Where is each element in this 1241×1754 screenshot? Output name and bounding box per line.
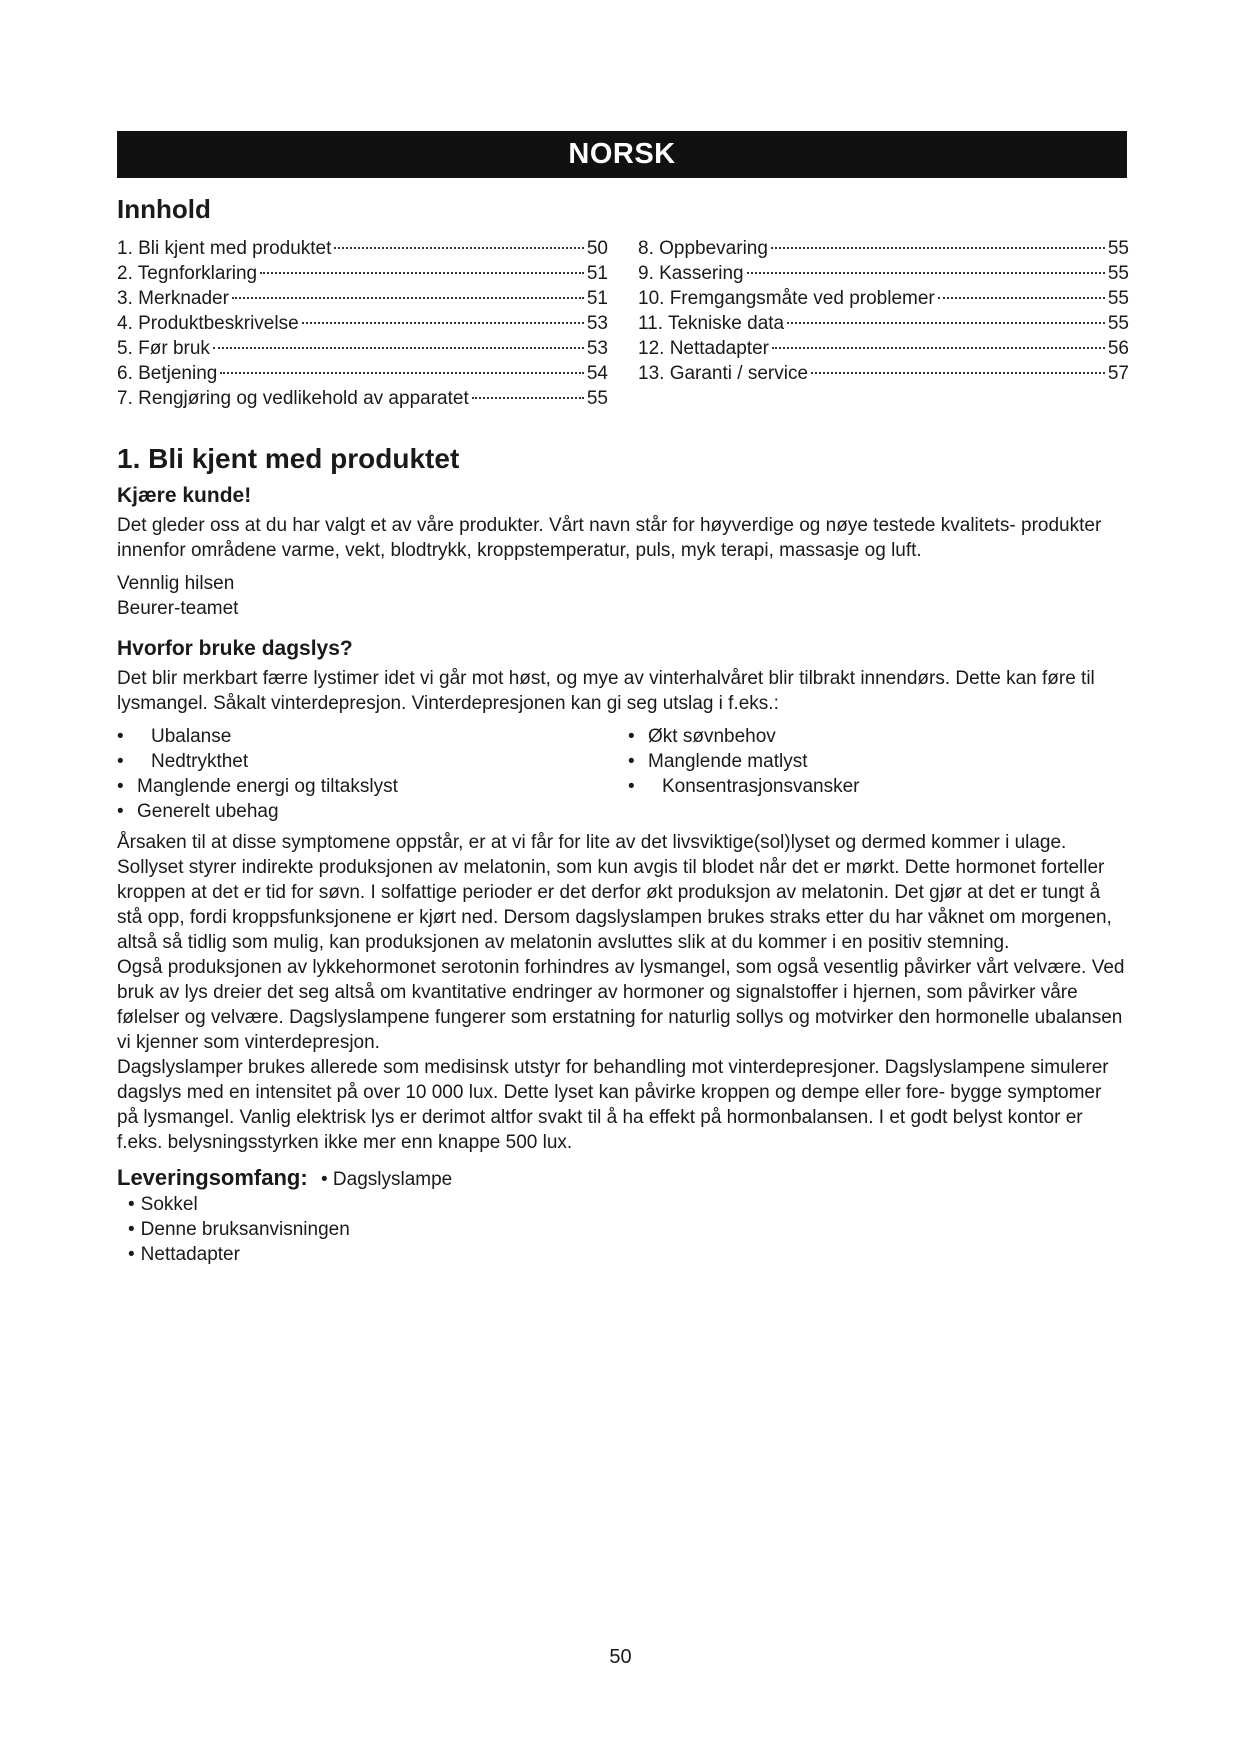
delivery-scope [117, 1165, 1127, 1267]
delivery-first-item: • Dagslyslampe [320, 1169, 453, 1190]
toc-entry: 12. Nettadapter 56 [638, 338, 1129, 359]
toc-entry: 13. Garanti / service 57 [638, 363, 1129, 384]
toc-entry: 9. Kassering 55 [638, 263, 1129, 284]
toc-entry: 1. Bli kjent med produktet 50 [117, 238, 608, 259]
daylight-paragraph: Også produksjonen av lykkehormonet serotonin forhindres av lysmangel, som også vesentlig påvirker vårt velvære. Ved bruk av lys dreier det seg altså om kvantitative endringer av hormoner og signalstoffer i hjernen, som påvirker våre følelser og velvære. Dagslyslampene fungerer som erstatning for naturlig sollys og motvirker den hormonelle ubalansen vi kjenner som vinterdepresjon. [117, 957, 1125, 1053]
delivery-item: • Denne bruksanvisningen [128, 1217, 1127, 1242]
sign-off: Vennlig hilsen [117, 573, 235, 594]
language-label: NORSK [568, 138, 676, 170]
delivery-list [117, 1192, 1127, 1267]
symptom-item: • Manglende matlyst [628, 751, 808, 772]
symptom-item: • Nedtrykthet [117, 751, 249, 772]
toc-entry: 5. Før bruk 53 [117, 338, 608, 359]
toc-entry: 7. Rengjøring og vedlikehold av apparatet 55 [117, 388, 608, 409]
symptom-list [117, 724, 1127, 824]
language-header-bar [117, 131, 1127, 178]
toc-left-column [117, 236, 608, 411]
toc-entry: 11. Tekniske data 55 [638, 313, 1129, 334]
toc-entry: 6. Betjening 54 [117, 363, 608, 384]
toc-entry: 4. Produktbeskrivelse 53 [117, 313, 608, 334]
daylight-paragraph: Dagslyslamper brukes allerede som medisinsk utstyr for behandling mot vinterdepresjoner. Dagslyslampene simulerer dagslys med en intensitet på over 10 000 lux. Dette lyset kan påvirke kroppen og dempe eller fore- bygge symptomer på lysmangel. Vanlig elektrisk lys er derimot altfor svakt til å ha effekt på hormonbalansen. I et godt belyst kontor er f.eks. belysningsstyrken ikke mer enn knappe 500 lux. [117, 1057, 1109, 1153]
toc-title: Innhold [117, 194, 211, 224]
delivery-item: • Sokkel [128, 1192, 1127, 1217]
delivery-title: Leveringsomfang: [117, 1165, 308, 1190]
daylight-intro: Det blir merkbart færre lystimer idet vi går mot høst, og mye av vinterhalvåret blir tilbrakt innendørs. Dette kan føre til lysmangel. Såkalt vinterdepresjon. Vinterdepresjonen kan gi seg utslag i f.eks.: [117, 668, 1095, 714]
page-number: 50 [609, 1646, 632, 1668]
toc-entry: 3. Merknader 51 [117, 288, 608, 309]
symptom-item: • Generelt ubehag [117, 801, 279, 822]
symptom-item: • Ubalanse [117, 726, 232, 747]
greeting-heading: Kjære kunde! [117, 484, 252, 507]
section-title: 1. Bli kjent med produktet [117, 443, 460, 474]
toc-entry: 10. Fremgangsmåte ved problemer 55 [638, 288, 1129, 309]
toc-entry: 2. Tegnforklaring 51 [117, 263, 608, 284]
delivery-item: • Nettadapter [128, 1242, 1127, 1267]
signature: Beurer-teamet [117, 598, 239, 619]
toc-entry: 8. Oppbevaring 55 [638, 238, 1129, 259]
daylight-heading: Hvorfor bruke dagslys? [117, 637, 353, 660]
symptom-item: • Økt søvnbehov [628, 726, 776, 747]
symptom-item: • Manglende energi og tiltakslyst [117, 776, 398, 797]
daylight-paragraph: Årsaken til at disse symptomene oppstår, er at vi får for lite av det livsviktige(sol)lyset og dermed kommer i ulage. Sollyset styrer indirekte produksjonen av melatonin, som kun avgis til blodet når det er mørkt. Dette hormonet forteller kroppen at det er tid for søvn. I solfattige perioder er det derfor økt produksjon av melatonin. Det gjør at det er tungt å stå opp, fordi kroppsfunksjonene er kjørt ned. Dersom dagslyslampen brukes straks etter du har våknet om morgenen, altså så tidlig som mulig, kan produksjonen av melatonin avsluttes slik at du kommer i en positiv stemning. [117, 832, 1112, 953]
symptom-item: • Konsentrasjonsvansker [628, 776, 860, 797]
intro-paragraph: Det gleder oss at du har valgt et av våre produkter. Vårt navn står for høyverdige og nøye testede kvalitets- produkter innenfor områdene varme, vekt, blodtrykk, kroppstemperatur, puls, myk terapi, massasje og luft. [117, 515, 1102, 561]
main-content [117, 442, 1127, 1267]
toc-right-column [638, 236, 1129, 386]
